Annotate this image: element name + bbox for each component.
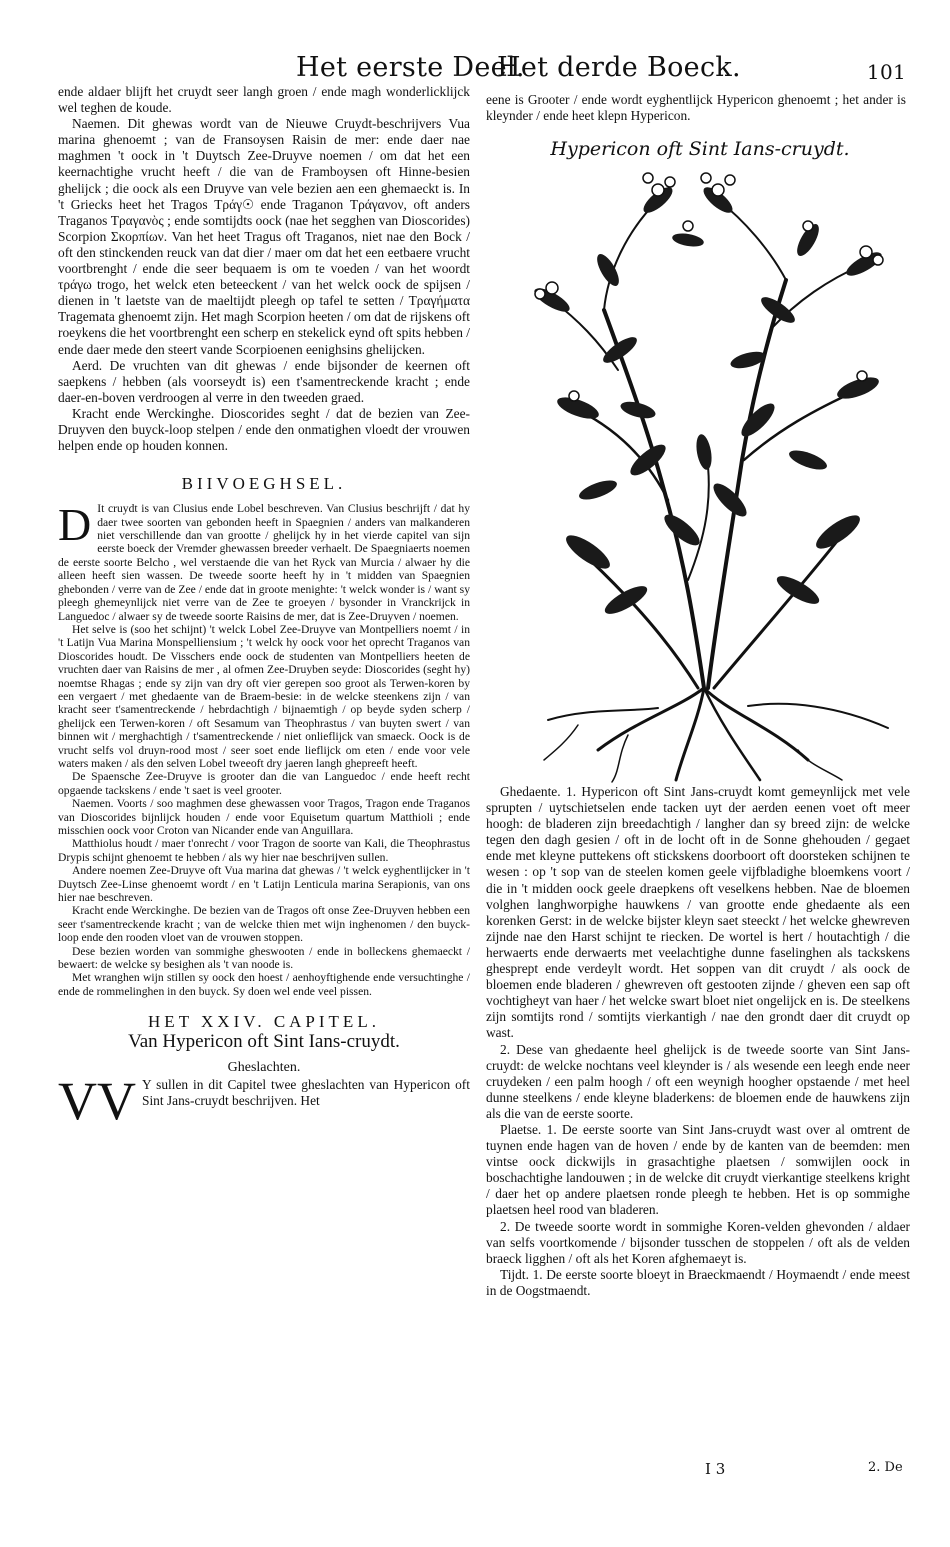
right-column-top <box>486 92 906 124</box>
chapter-opening <box>58 1070 470 1131</box>
paragraph-naemen: Naemen. Dit ghewas wordt van de Nieuwe Cruydt-beschrijvers Vua marina ghenoemt ; van de Fransoysen Raisin de mer: ende daer nae maghmen 't oock in 't Duytsch Zee-Druyve noemen / om dat het een keernachtighe vrucht heeft / die van de Framboysen oft Hinne-besien ghelijck ; die oock als een Druyve van vele bezien aen een ghemaeckt is. In 't Griecks heet het Tragos Τράγ☉ ende Traganon Τράγανον, oft anders Traganos Τραγανὸς ; ende somtijdts oock (nae het segghen van Dioscorides) Scorpion Σκορπίων. Van het heet Tragus oft Traganos, niet nae den Bock / oft den stinckenden reuck van dat dier / maer om dat het een eetbaere vrucht voortbrenght / ende die seer bequaem is om te voeden / van het woordt τράγω trogo, het welck eten beteeckent / van het welck oock de spijsen / dienen in 't laetste van de maeltijdt pleegh op tafel te setten / Τραγήματα Tragemata ghenoemt zijn. Het magh Scorpion heeten / om dat de rijskens oft roeykens die het voortbrenght een scherp en stekelick eynd oft spits hebben / ende daer mede den steert vande Scorpioenen eenighsins ghelijcken. <box>58 116 471 357</box>
gheslachten-label: Gheslachten. <box>227 1060 301 1076</box>
right-column <box>486 784 910 1299</box>
paragraph: 2. Dese van ghedaente heel ghelijck is de tweede soorte van Sint Jans-cruydt: de welcke nochtans veel kleynder is / als wesende een leegh ende neer cruydeken / een palm hoogh / oft een weynigh hoogher opstaende / met heel dunne steelkens / ende kleyne bladerkens: de bloemen ende de hauwkens zijn als die van de eerste soorte. <box>486 1041 910 1121</box>
paragraph-kracht: Kracht ende Werckinghe. Dioscorides seght / dat de bezien van Zee-Druyven den buyck-loop stelpen / ende den onmatighen vloedt der vrouwen helpen ende op houden konnen. <box>58 405 470 454</box>
running-head-left: Het eerste Deel. <box>296 52 525 83</box>
bijvoeghsel-paragraph: Met wranghen wijn stillen sy oock den hoest / aenhoyftighende ende versuchtinghe / ende de rommelinghen in den buyck. Sy doen wel ende veel pissen. <box>58 971 470 998</box>
catchword: 2. De <box>868 1460 903 1475</box>
paragraph-ghedaente: Ghedaente. 1. Hypericon oft Sint Jans-cruydt komt gemeynlijck met vele sprupten / uytschietselen ende tacken uyt der aerden eenen voet oft meer hoogh: de bladeren zijn breedachtigh / langher dan sy breed zijn: de welcke tegen den dagh gesien / oft in de locht oft in de Sonne ghehouden / gegaet ende met kleyne puttekens oft stickskens doorboort oft doorsteken schijnen te wesen : op 't sop van de steelen komen geele vijfbladighe bloemkens voort / die in 't midden oock geele draepkens oft veselkens hebben. Nae de bloemen volghen langhworpighe hauwkens / van grootte ende ghedaente als een korenken Gerst: in de welcke bijster kleyn saet steeckt / het welcke ghewreven zijnde nae den Harst schijnt te riecken. De wortel is hert / houtachtigh / die herwaerts ende derwaerts met veelachtighe dunne faselinghen als tackskens ghesprept ende verdeylt wordt. Het soppen van dit cruydt / als oock de bloemen ende bladeren / ghewreven oft gestooten zijnde / gheven een sap oft vochtigheyt van haer / het welcke swart bloet niet ongelijck en is. De steelkens zijn somtijts rond / somtijts vierkantigh / nae den grondt daer dit cruydt op wast. <box>486 784 910 1041</box>
paragraph: Y sullen in dit Capitel twee gheslachten van Hypericon oft Sint Jans-cruydt beschrijven. Het <box>142 1076 470 1108</box>
drop-cap: D <box>58 499 92 551</box>
signature-mark: I 3 <box>705 1460 726 1478</box>
plant-caption: Hypericon oft Sint Ians-cruydt. <box>550 138 850 160</box>
bijvoeghsel-paragraph: Matthiolus houdt / maer t'onrecht / voor Tragon de soorte van Kali, die Theophrastus Drypis schijnt ghenoemt te hebben / als wy hier nae beschrijven sullen. <box>58 837 470 864</box>
bijvoeghsel-section <box>58 499 470 998</box>
drop-cap: VV <box>58 1070 136 1131</box>
bijvoeghsel-paragraph: Andere noemen Zee-Druyve oft Vua marina dat ghewas / 't welck eyghentlijcker in 't Duytsch Zee-Linse ghenoemt wordt / en 't Latijn Lenticula marina Serapionis, van ons hier nae beschreven. <box>58 864 470 905</box>
bijvoeghsel-paragraph: De Spaensche Zee-Druyve is grooter dan die van Languedoc / ende heeft recht opgaende tackskens / ende 't saet is veel grooter. <box>58 770 470 797</box>
chapter-subtitle: Van Hypericon oft Sint Ians-cruydt. <box>128 1031 400 1053</box>
bijvoeghsel-paragraph: Het selve is (soo het schijnt) 't welck Lobel Zee-Druyve van Montpelliers noemt / in 't Latijn Vua Marina Monspelliensium ; 't welck hy oock voor het oprecht Traganos van Dioscorides houdt. De Visschers ende oock de studenten van Montpelliers heeten de vruchten daer van Raisins de mer , al ofmen Zee-Druyben seyde: Dioscorides (seght hy) noemtse Rhagas ; ende sy zijn van dry oft vier gerepen soo groot als Terwen-koren by een vergaert / met ghedaente van de Braem-besie: in de welcke steenkens zijn / van kracht seer t'samentreckende / hebrdachtigh / bijnaemtigh / op beyde syden scherp / ghelijck een Terwen-koren / oft Sesamum van Theophrastus / van buyten swert / van binnen wit / merghachtigh / t'samentreckende / niet onlieflijck van smaeck. Oock is de vrucht selfs vol druyn-rood most / seer soet ende lieflijck om eten / ende voor vele waters maken / als den selven Lobel tweeoft dry jaeren langh ghepreeft heeft. <box>58 622 470 770</box>
bijvoeghsel-paragraph: It cruydt is van Clusius ende Lobel beschreven. Van Clusius beschrijft / dat hy daer twee soorten van gebonden heeft in Spaegnien / anders van malkanderen niet verschillende dan van grootte / ghelijck hy in het vierde capitel van sijn eerste boeck der Vremder ghewassen breeder verhaelt. De Spaegniaerts noemen de eerste soorte Belcho , wel verstaende die van het Ryck van Murcia / alwaer hy die alleen heeft sien wassen. De tweede soorte heeft hy in 't midden van Spaegnien ghebonden / verre van de Zee / ende dat in groote menighte: 't welck wonder is / want sy pleegh ghemeynlijck niet verre van de Zee te groeyen / bysonder in Vranckrijck in Languedoc / alwaer sy de tweede soorte Raisins de mer, dat is Zee-Druyven / noemen. <box>58 502 470 623</box>
page-number: 101 <box>866 60 906 84</box>
paragraph: eene is Grooter / ende wordt eyghentlijck Hypericon ghenoemt ; het ander is kleynder / ende heet klepn Hypericon. <box>486 92 906 124</box>
paragraph: 2. De tweede soorte wordt in sommighe Koren-velden ghevonden / aldaer van selfs voortkomende / bijsonder tusschen de stoppelen / oft als de velden braeck ligghen / oft als het Koren afghemaeyt is. <box>486 1218 910 1266</box>
left-column <box>58 84 471 1131</box>
running-head-center: Het derde Boeck. <box>497 52 741 83</box>
paragraph-aerd: Aerd. De vruchten van dit ghewas / ende bijsonder de keernen oft saepkens / hebben (als voorseydt is) een t'samentreckende kracht ; ende daer-en-boven verdroogen al verre in den tweeden graed. <box>58 357 470 405</box>
bijvoeghsel-paragraph: Naemen. Voorts / soo maghmen dese ghewassen voor Tragos, Tragon ende Traganos van Dioscorides bijnlijck houden / ende voor Equisetum quartum Matthioli ; ende misschien oock voor Croton van Nicander ende van Anguillara. <box>58 797 470 837</box>
bijvoeghsel-paragraph: Dese bezien worden van sommighe gheswooten / ende in bolleckens ghemaeckt / bewaert: de welcke sy besighen als 't van noode is. <box>58 944 470 972</box>
bijvoeghsel-paragraph: Kracht ende Werckinghe. De bezien van de Tragos oft onse Zee-Druyven hebben een seer t'samentreckende kracht ; van de welcke thien met wijn inghenomen / den buyck-loop ende den rooden vloet van de vrouwen stoppen. <box>58 904 470 945</box>
hypericum-plant-icon <box>508 160 900 784</box>
paragraph: ende aldaer blijft het cruydt seer langh groen / ende magh wonderlicklijck wel teghen de koude. <box>58 84 470 116</box>
paragraph-tijdt: Tijdt. 1. De eerste soorte bloeyt in Braeckmaendt / Hoymaendt / ende meest in de Oogstmaendt. <box>486 1266 910 1298</box>
paragraph-plaetse: Plaetse. 1. De eerste soorte van Sint Jans-cruydt wast over al omtrent de tuynen ende hagen van de hoven / ende by de kanten van de beemden: men vintse oock dickwijls in grasachtighe plaetsen / somwijlen oock in boschachtighe landouwen ; in de welcke dit cruydt vierkantige steelkens kright / daer het op andere plaetsen ronde pleegh te hebben. Het is op sommighe plaetsen heel rood van bladeren. <box>486 1121 910 1218</box>
chapter-title: HET XXIV. CAPITEL. <box>148 1012 380 1032</box>
bijvoeghsel-heading: BIIVOEGHSEL. <box>181 474 347 494</box>
